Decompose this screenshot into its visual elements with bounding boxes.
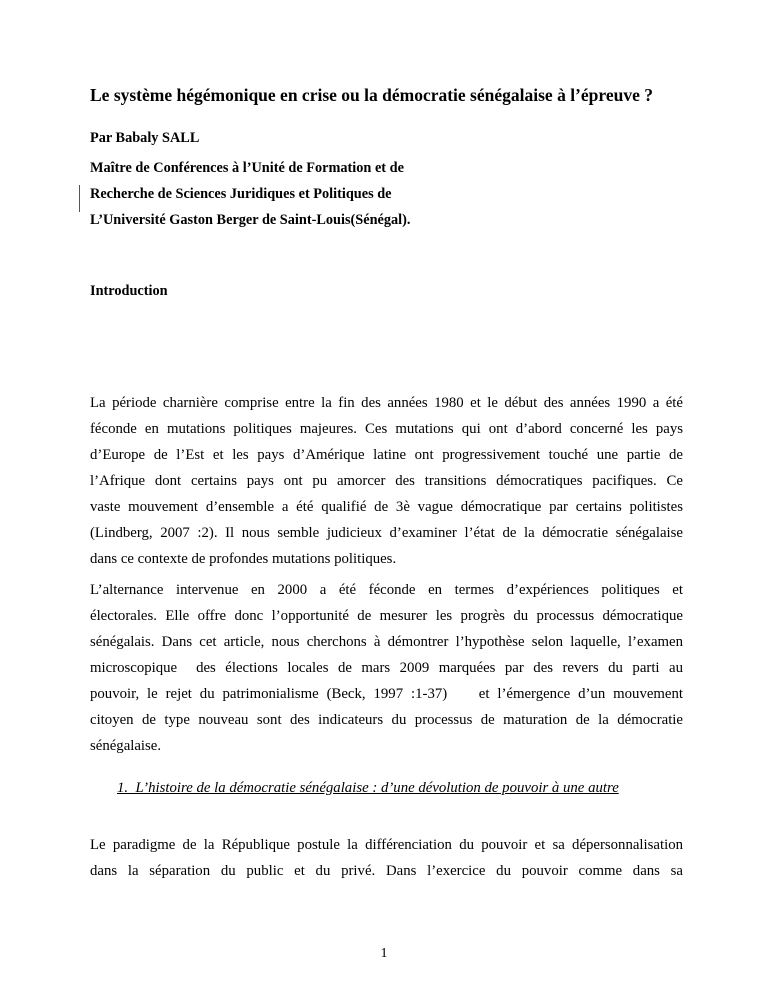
paragraph-line: vaste mouvement d’ensemble a été qualifié de 3è vague démocratique par certains politistes [90,499,683,515]
paragraph-line: l’Afrique dont certains pays ont pu amorcer des transitions démocratiques pacifiques. Ce [90,473,683,489]
section-1-heading: 1. L’histoire de la démocratie sénégalaise : d’une dévolution de pouvoir à une autre [117,780,619,796]
author-affiliation-line: L’Université Gaston Berger de Saint-Louis(Sénégal). [90,212,411,228]
paragraph-line: microscopique des élections locales de mars 2009 marquées par des revers du parti au [90,660,683,676]
paragraph-line: La période charnière comprise entre la fin des années 1980 et le début des années 1990 a été [90,395,683,411]
paragraph-line: sénégalais. Dans cet article, nous cherchons à démontrer l’hypothèse selon laquelle, l’examen [90,634,683,650]
author-affiliation-line: Recherche de Sciences Juridiques et Politiques de [90,186,392,202]
paragraph-1 [90,390,683,572]
document-title: Le système hégémonique en crise ou la démocratie sénégalaise à l’épreuve ? [90,85,653,105]
paragraph-3 [90,832,683,884]
introduction-heading: Introduction [90,283,168,299]
author-line: Par Babaly SALL [90,130,200,146]
paragraph-2 [90,577,683,759]
paragraph-line: féconde en mutations politiques majeures. Ces mutations qui ont d’abord concerné les pays [90,421,683,437]
paragraph-line: dans la séparation du public et du privé. Dans l’exercice du pouvoir comme dans sa [90,863,683,879]
page-number: 1 [380,946,388,961]
paragraph-line: sénégalaise. [90,738,162,754]
revision-change-bar [79,185,80,212]
paragraph-line: (Lindberg, 2007 :2). Il nous semble judicieux d’examiner l’état de la démocratie sénégalaise [90,525,683,541]
paragraph-line: d’Europe de l’Est et les pays d’Amérique latine ont progressivement touché une partie de [90,447,683,463]
paragraph-line: L’alternance intervenue en 2000 a été féconde en termes d’expériences politiques et [90,582,683,598]
paragraph-line: citoyen de type nouveau sont des indicateurs du processus de maturation de la démocratie [90,712,683,728]
paragraph-line: pouvoir, le rejet du patrimonialisme (Beck, 1997 :1-37) et l’émergence d’un mouvement [90,686,683,702]
paragraph-line: Le paradigme de la République postule la différenciation du pouvoir et sa dépersonnalisation [90,837,683,853]
author-affiliation-line: Maître de Conférences à l’Unité de Formation et de [90,160,404,176]
paragraph-line: dans ce contexte de profondes mutations politiques. [90,551,397,567]
paragraph-line: électorales. Elle offre donc l’opportunité de mesurer les progrès du processus démocratique [90,608,683,624]
